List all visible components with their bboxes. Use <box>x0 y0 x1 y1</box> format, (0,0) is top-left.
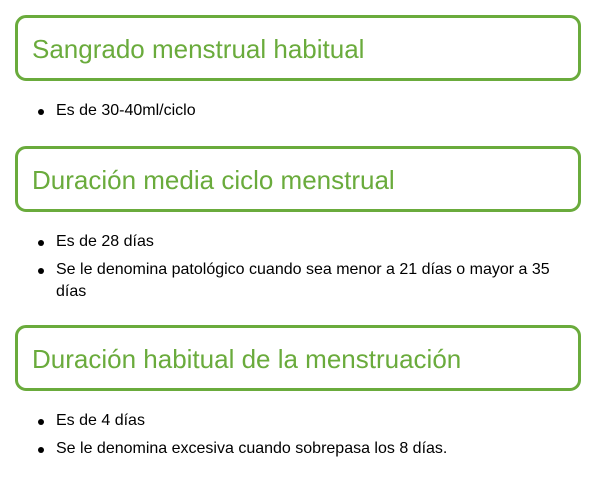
section-title: Duración habitual de la menstruación <box>32 344 462 374</box>
bullet-text: Se le denomina excesiva cuando sobrepasa los 8 días. <box>56 440 448 457</box>
bullet-list <box>38 100 578 128</box>
list-item <box>38 100 578 122</box>
list-item <box>38 438 578 460</box>
bullet-dot-icon <box>38 447 44 453</box>
list-item <box>38 410 578 432</box>
bullet-dot-icon <box>38 109 44 115</box>
section-title: Duración media ciclo menstrual <box>32 165 395 195</box>
section-header-sangrado <box>15 15 581 81</box>
section-header-duracion-menstruacion <box>15 325 581 391</box>
bullet-dot-icon <box>38 268 44 274</box>
bullet-list <box>38 410 578 466</box>
list-item <box>38 231 578 253</box>
section-title: Sangrado menstrual habitual <box>32 34 365 64</box>
section-header-duracion-ciclo <box>15 146 581 212</box>
bullet-dot-icon <box>38 419 44 425</box>
list-item <box>38 259 578 303</box>
bullet-text: Se le denomina patológico cuando sea menor a 21 días o mayor a 35 días <box>56 261 550 300</box>
bullet-text: Es de 30-40ml/ciclo <box>56 102 196 119</box>
bullet-dot-icon <box>38 240 44 246</box>
bullet-text: Es de 4 días <box>56 412 145 429</box>
bullet-list <box>38 231 578 309</box>
bullet-text: Es de 28 días <box>56 233 154 250</box>
